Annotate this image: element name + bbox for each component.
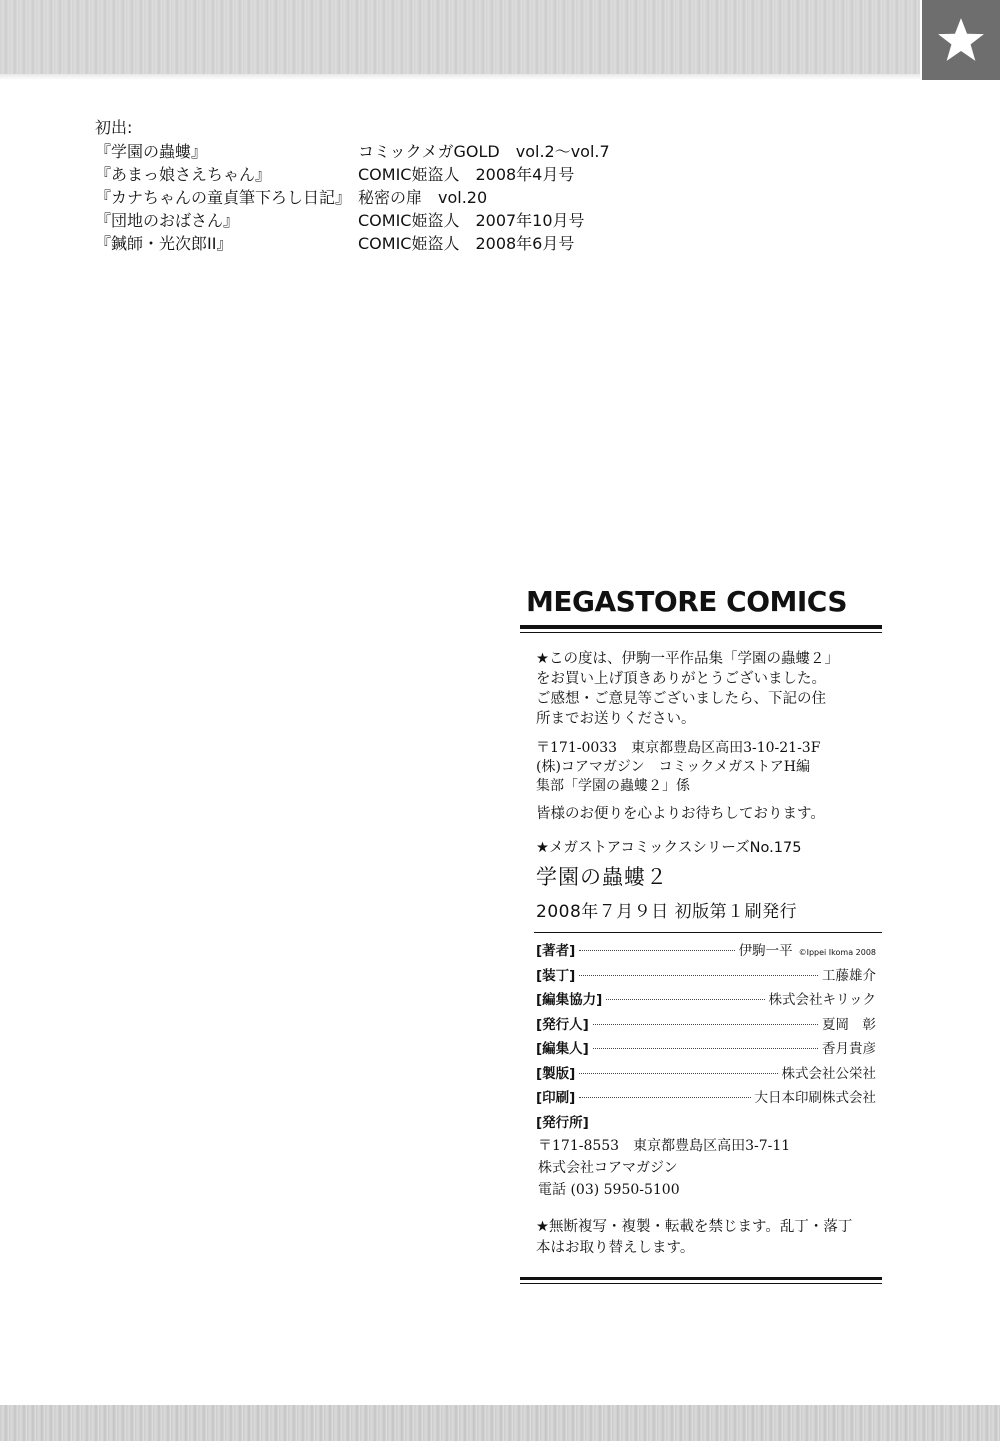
divider [520, 632, 882, 633]
credit-row [536, 939, 876, 964]
credit-role: [発行人] [536, 1016, 589, 1033]
list-item [95, 209, 610, 232]
brand-logo: MEGASTORE COMICS [526, 585, 848, 618]
series-number: ★メガストアコミックスシリーズNo.175 [536, 840, 802, 856]
credit-row [536, 1111, 876, 1136]
credit-name: 伊駒一平 [738, 943, 793, 959]
story-title: 『鍼師・光次郎II』 [95, 234, 233, 253]
copyright-note: ©Ippei Ikoma 2008 [798, 948, 876, 957]
credit-row [536, 1086, 876, 1111]
leader-dots [579, 950, 734, 951]
colophon [520, 585, 882, 1284]
divider [534, 932, 882, 933]
publisher-company: 株式会社コアマガジン [538, 1160, 678, 1176]
credit-row [536, 964, 876, 989]
list-item [95, 140, 610, 163]
copyright-notice [536, 1217, 866, 1259]
publisher-role: [発行所] [536, 1114, 589, 1131]
publisher-info [538, 1135, 876, 1201]
divider [520, 1283, 882, 1284]
text-line: ご感想・ご意見等ございましたら、下記の住 [536, 691, 826, 707]
book-title: 学園の蟲螻２ [536, 865, 668, 889]
publication-date: 2008年７月９日 初版第１刷発行 [536, 902, 798, 922]
first-publication-heading: 初出: [95, 118, 133, 137]
leader-dots [579, 1073, 777, 1074]
credit-name: 香月貴彦 [822, 1041, 876, 1057]
credit-row [536, 1062, 876, 1087]
credit-role: [編集協力] [536, 992, 603, 1008]
story-source: コミックメガGOLD vol.2～vol.7 [358, 142, 610, 161]
credit-row [536, 1013, 876, 1038]
credit-role: [著者] [536, 943, 576, 959]
credit-name: 夏岡 彰 [822, 1016, 876, 1033]
mail-address [536, 739, 882, 796]
publisher-phone: 電話 (03) 5950-5100 [538, 1182, 680, 1198]
story-source: COMIC姫盗人 2008年6月号 [358, 234, 575, 253]
leader-dots [593, 1024, 818, 1025]
list-item [95, 232, 610, 255]
credit-role: [装丁] [536, 967, 576, 984]
story-title: 『学園の蟲螻』 [95, 142, 208, 161]
credits-list [536, 939, 876, 1201]
credit-name: 株式会社キリック [768, 992, 876, 1008]
star-icon [936, 15, 986, 65]
story-source: COMIC姫盗人 2008年4月号 [358, 165, 575, 184]
list-item [95, 186, 610, 209]
leader-dots [579, 1097, 750, 1098]
credit-role: [編集人] [536, 1041, 589, 1057]
text-line: をお買い上げ頂きありがとうございました。 [536, 671, 826, 687]
list-item [95, 163, 610, 186]
closing-message: 皆様のお便りを心よりお待ちしております。 [536, 806, 825, 822]
story-source: 秘密の扉 vol.20 [358, 188, 488, 207]
text-line: 本はお取り替えします。 [536, 1240, 695, 1256]
credit-name: 工藤雄介 [822, 967, 876, 984]
leader-dots [606, 999, 764, 1000]
leader-dots [593, 1048, 818, 1049]
text-line: ★この度は、伊駒一平作品集「学園の蟲螻２」 [536, 651, 839, 667]
credit-row [536, 1037, 876, 1062]
text-line: 所までお送りください。 [536, 711, 696, 727]
divider [520, 625, 882, 629]
bottom-screentone-band [0, 1405, 1000, 1441]
credit-name: 大日本印刷株式会社 [754, 1090, 876, 1106]
credit-row [536, 988, 876, 1013]
credit-name: 株式会社公栄社 [781, 1065, 876, 1082]
thanks-message [536, 649, 871, 729]
story-title: 『団地のおばさん』 [95, 211, 240, 230]
story-source: COMIC姫盗人 2007年10月号 [358, 211, 585, 230]
first-publication-list [95, 116, 610, 255]
credit-role: [製版] [536, 1065, 576, 1082]
story-title: 『あまっ娘さえちゃん』 [95, 165, 272, 184]
publisher-postal: 〒171-8553 東京都豊島区高田3-7-11 [538, 1138, 791, 1154]
text-line: (株)コアマガジン コミックメガストアH編 [536, 759, 810, 775]
top-screentone-band [0, 0, 920, 80]
credit-role: [印刷] [536, 1090, 576, 1106]
story-title: 『カナちゃんの童貞筆下ろし日記』 [95, 188, 352, 207]
divider [520, 1277, 882, 1280]
corner-star-box [922, 0, 1000, 80]
text-line: ★無断複写・複製・転載を禁じます。乱丁・落丁 [536, 1219, 853, 1235]
text-line: 〒171-0033 東京都豊島区高田3-10-21-3F [536, 740, 821, 756]
text-line: 集部「学園の蟲螻２」係 [536, 778, 690, 794]
leader-dots [579, 975, 818, 976]
